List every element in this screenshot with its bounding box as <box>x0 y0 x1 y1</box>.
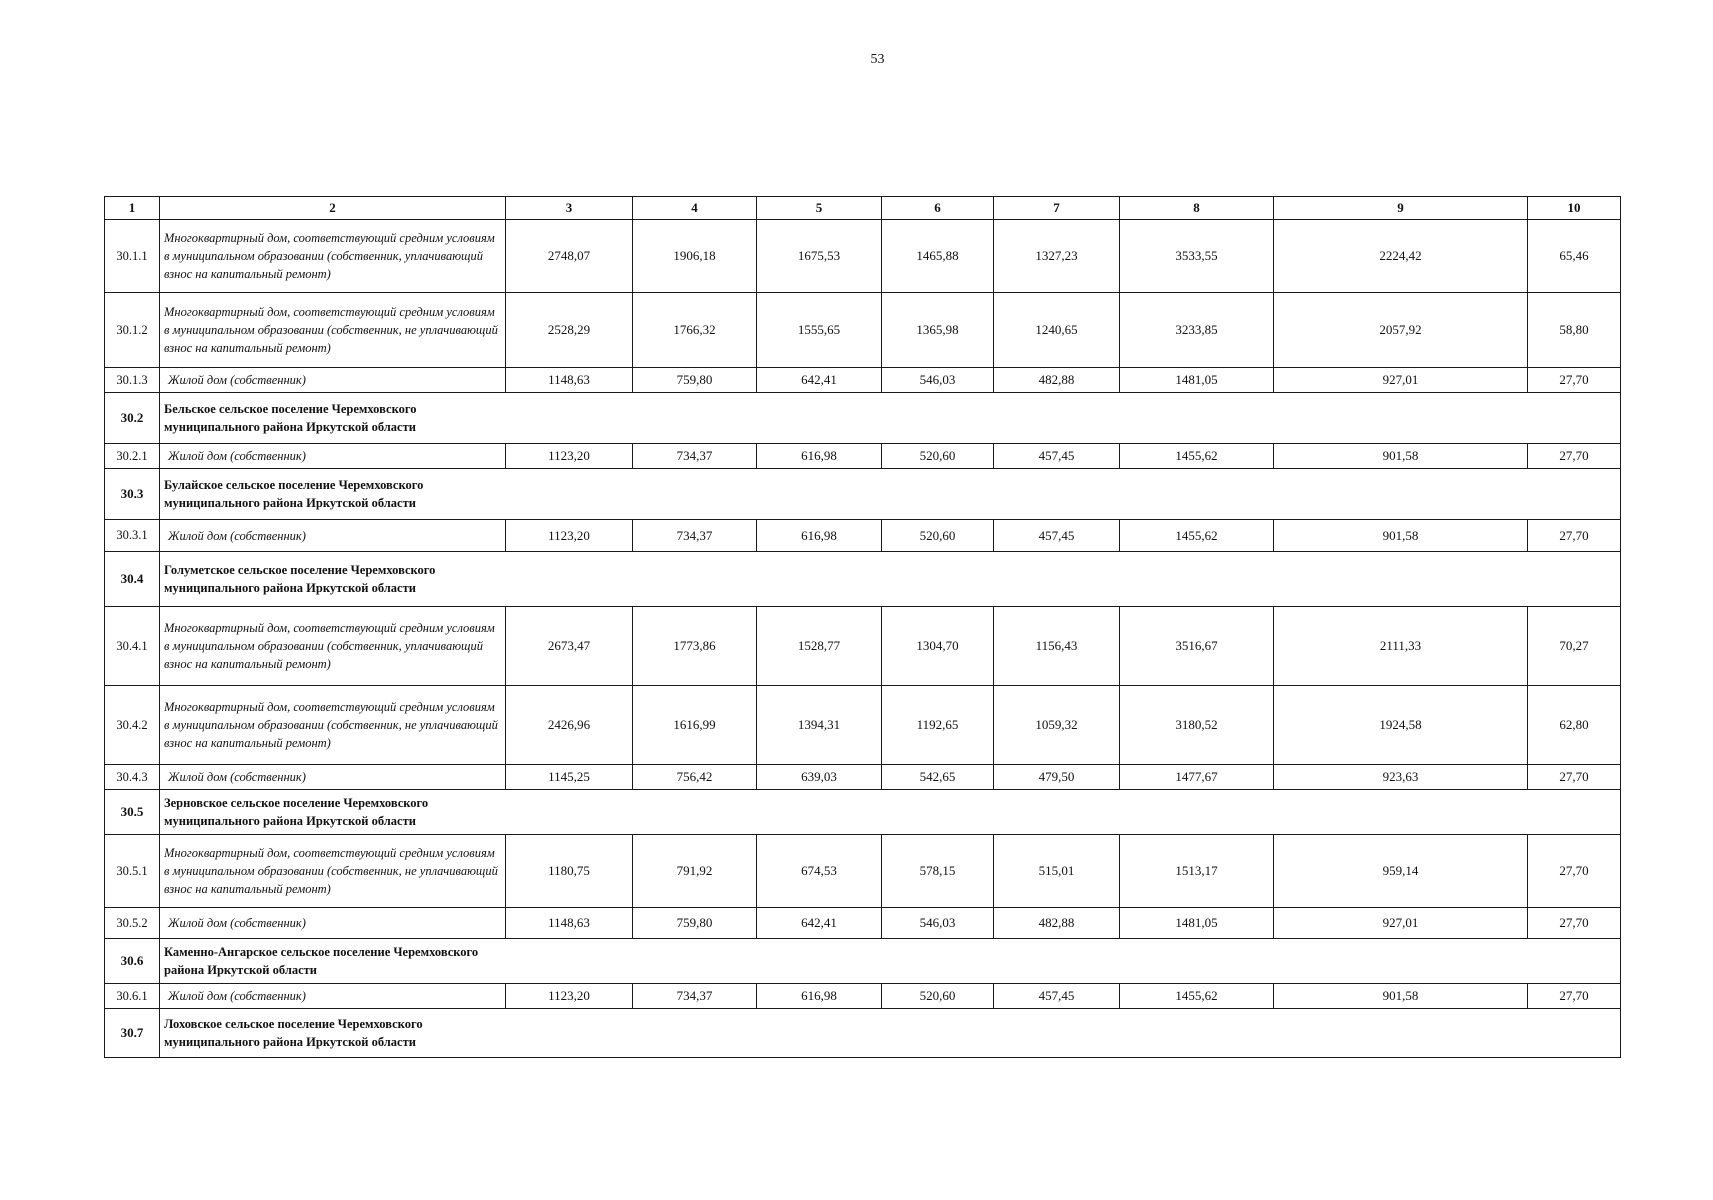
column-number: 10 <box>1528 197 1621 220</box>
cell-value: 1513,17 <box>1120 835 1274 908</box>
cell-value: 1148,63 <box>506 368 633 393</box>
cell-value: 2748,07 <box>506 220 633 293</box>
table-row <box>105 686 1621 765</box>
cell-value: 58,80 <box>1528 293 1621 368</box>
cell-value: 616,98 <box>757 444 882 469</box>
cell-value: 1156,43 <box>994 607 1120 686</box>
cell-value: 1616,99 <box>633 686 757 765</box>
cell-value: 901,58 <box>1274 984 1528 1009</box>
group-code: 30.5 <box>105 790 160 835</box>
row-code: 30.1.3 <box>105 368 160 393</box>
cell-value: 1240,65 <box>994 293 1120 368</box>
group-title <box>160 790 1621 835</box>
cell-value: 520,60 <box>882 444 994 469</box>
row-description: Жилой дом (собственник) <box>160 908 506 939</box>
group-title <box>160 469 1621 520</box>
cell-value: 3533,55 <box>1120 220 1274 293</box>
cell-value: 70,27 <box>1528 607 1621 686</box>
group-title-text: Лоховское сельское поселение Черемховского муниципального района Иркутской области <box>164 1017 423 1049</box>
cell-value: 1528,77 <box>757 607 882 686</box>
cell-value: 923,63 <box>1274 765 1528 790</box>
table-row <box>105 908 1621 939</box>
row-code: 30.4.3 <box>105 765 160 790</box>
group-code: 30.7 <box>105 1009 160 1058</box>
cell-value: 901,58 <box>1274 520 1528 552</box>
table-row <box>105 520 1621 552</box>
cell-value: 482,88 <box>994 368 1120 393</box>
row-code: 30.5.2 <box>105 908 160 939</box>
row-description: Многоквартирный дом, соответствующий средним условиям в муниципальном образовании (собственник, уплачивающий взнос на капитальный ремонт) <box>160 607 506 686</box>
cell-value: 1555,65 <box>757 293 882 368</box>
cell-value: 1924,58 <box>1274 686 1528 765</box>
cell-value: 1481,05 <box>1120 908 1274 939</box>
cell-value: 27,70 <box>1528 444 1621 469</box>
column-number: 1 <box>105 197 160 220</box>
cell-value: 1465,88 <box>882 220 994 293</box>
cell-value: 27,70 <box>1528 368 1621 393</box>
cell-value: 546,03 <box>882 908 994 939</box>
cell-value: 927,01 <box>1274 908 1528 939</box>
row-description: Многоквартирный дом, соответствующий средним условиям в муниципальном образовании (собственник, не уплачивающий взнос на капитальный ремонт) <box>160 293 506 368</box>
cell-value: 457,45 <box>994 984 1120 1009</box>
cell-value: 759,80 <box>633 908 757 939</box>
cell-value: 756,42 <box>633 765 757 790</box>
table-row <box>105 293 1621 368</box>
cell-value: 546,03 <box>882 368 994 393</box>
cell-value: 27,70 <box>1528 835 1621 908</box>
group-row <box>105 1009 1621 1058</box>
group-title-text: Каменно-Ангарское сельское поселение Черемховского района Иркутской области <box>164 945 479 977</box>
cell-value: 1394,31 <box>757 686 882 765</box>
cell-value: 482,88 <box>994 908 1120 939</box>
row-description: Жилой дом (собственник) <box>160 520 506 552</box>
group-title <box>160 393 1621 444</box>
cell-value: 520,60 <box>882 520 994 552</box>
cell-value: 1192,65 <box>882 686 994 765</box>
table-row <box>105 765 1621 790</box>
cell-value: 1455,62 <box>1120 520 1274 552</box>
cell-value: 515,01 <box>994 835 1120 908</box>
row-code: 30.5.1 <box>105 835 160 908</box>
column-number: 7 <box>994 197 1120 220</box>
row-code: 30.6.1 <box>105 984 160 1009</box>
group-row <box>105 790 1621 835</box>
cell-value: 27,70 <box>1528 765 1621 790</box>
cell-value: 1766,32 <box>633 293 757 368</box>
column-number: 3 <box>506 197 633 220</box>
group-title-text: Булайское сельское поселение Черемховского муниципального района Иркутской области <box>164 478 424 510</box>
cell-value: 3180,52 <box>1120 686 1274 765</box>
cell-value: 1059,32 <box>994 686 1120 765</box>
column-number: 8 <box>1120 197 1274 220</box>
group-row <box>105 469 1621 520</box>
cell-value: 1455,62 <box>1120 984 1274 1009</box>
cell-value: 2057,92 <box>1274 293 1528 368</box>
cell-value: 542,65 <box>882 765 994 790</box>
tariff-table <box>104 196 1621 1058</box>
group-title-text: Бельское сельское поселение Черемховского муниципального района Иркутской области <box>164 402 417 434</box>
cell-value: 27,70 <box>1528 984 1621 1009</box>
cell-value: 1327,23 <box>994 220 1120 293</box>
cell-value: 62,80 <box>1528 686 1621 765</box>
cell-value: 734,37 <box>633 444 757 469</box>
cell-value: 927,01 <box>1274 368 1528 393</box>
group-code: 30.4 <box>105 552 160 607</box>
cell-value: 734,37 <box>633 520 757 552</box>
cell-value: 27,70 <box>1528 908 1621 939</box>
cell-value: 616,98 <box>757 984 882 1009</box>
row-description: Жилой дом (собственник) <box>160 368 506 393</box>
column-number: 6 <box>882 197 994 220</box>
group-code: 30.3 <box>105 469 160 520</box>
cell-value: 479,50 <box>994 765 1120 790</box>
table-row <box>105 220 1621 293</box>
cell-value: 1180,75 <box>506 835 633 908</box>
group-title-text: Зерновское сельское поселение Черемховского муниципального района Иркутской области <box>164 796 429 828</box>
column-number: 5 <box>757 197 882 220</box>
cell-value: 734,37 <box>633 984 757 1009</box>
cell-value: 901,58 <box>1274 444 1528 469</box>
cell-value: 791,92 <box>633 835 757 908</box>
table-row <box>105 607 1621 686</box>
cell-value: 1365,98 <box>882 293 994 368</box>
row-description: Жилой дом (собственник) <box>160 444 506 469</box>
cell-value: 1123,20 <box>506 520 633 552</box>
cell-value: 1477,67 <box>1120 765 1274 790</box>
cell-value: 674,53 <box>757 835 882 908</box>
cell-value: 959,14 <box>1274 835 1528 908</box>
table-row <box>105 835 1621 908</box>
cell-value: 2224,42 <box>1274 220 1528 293</box>
cell-value: 2673,47 <box>506 607 633 686</box>
row-code: 30.1.1 <box>105 220 160 293</box>
group-row <box>105 552 1621 607</box>
cell-value: 457,45 <box>994 444 1120 469</box>
group-code: 30.6 <box>105 939 160 984</box>
cell-value: 2426,96 <box>506 686 633 765</box>
cell-value: 3516,67 <box>1120 607 1274 686</box>
cell-value: 616,98 <box>757 520 882 552</box>
cell-value: 642,41 <box>757 908 882 939</box>
cell-value: 3233,85 <box>1120 293 1274 368</box>
row-code: 30.4.2 <box>105 686 160 765</box>
cell-value: 578,15 <box>882 835 994 908</box>
cell-value: 1148,63 <box>506 908 633 939</box>
row-description: Многоквартирный дом, соответствующий средним условиям в муниципальном образовании (собственник, не уплачивающий взнос на капитальный ремонт) <box>160 686 506 765</box>
cell-value: 65,46 <box>1528 220 1621 293</box>
group-title-text: Голуметское сельское поселение Черемховского муниципального района Иркутской области <box>164 563 436 595</box>
cell-value: 1145,25 <box>506 765 633 790</box>
row-code: 30.4.1 <box>105 607 160 686</box>
row-code: 30.3.1 <box>105 520 160 552</box>
column-number: 2 <box>160 197 506 220</box>
cell-value: 1455,62 <box>1120 444 1274 469</box>
group-row <box>105 939 1621 984</box>
page-number: 53 <box>870 52 885 67</box>
group-title <box>160 939 1621 984</box>
group-title <box>160 552 1621 607</box>
cell-value: 1906,18 <box>633 220 757 293</box>
row-code: 30.1.2 <box>105 293 160 368</box>
group-row <box>105 393 1621 444</box>
row-description: Жилой дом (собственник) <box>160 984 506 1009</box>
cell-value: 27,70 <box>1528 520 1621 552</box>
row-description: Многоквартирный дом, соответствующий средним условиям в муниципальном образовании (собственник, уплачивающий взнос на капитальный ремонт) <box>160 220 506 293</box>
table-row <box>105 984 1621 1009</box>
column-number: 9 <box>1274 197 1528 220</box>
group-code: 30.2 <box>105 393 160 444</box>
cell-value: 1123,20 <box>506 444 633 469</box>
cell-value: 2111,33 <box>1274 607 1528 686</box>
cell-value: 1304,70 <box>882 607 994 686</box>
table-row <box>105 368 1621 393</box>
cell-value: 1123,20 <box>506 984 633 1009</box>
cell-value: 1481,05 <box>1120 368 1274 393</box>
row-description: Жилой дом (собственник) <box>160 765 506 790</box>
column-number-row <box>105 197 1621 220</box>
cell-value: 759,80 <box>633 368 757 393</box>
cell-value: 639,03 <box>757 765 882 790</box>
row-code: 30.2.1 <box>105 444 160 469</box>
column-number: 4 <box>633 197 757 220</box>
cell-value: 1773,86 <box>633 607 757 686</box>
cell-value: 1675,53 <box>757 220 882 293</box>
cell-value: 2528,29 <box>506 293 633 368</box>
cell-value: 457,45 <box>994 520 1120 552</box>
cell-value: 520,60 <box>882 984 994 1009</box>
cell-value: 642,41 <box>757 368 882 393</box>
table-row <box>105 444 1621 469</box>
group-title <box>160 1009 1621 1058</box>
row-description: Многоквартирный дом, соответствующий средним условиям в муниципальном образовании (собственник, не уплачивающий взнос на капитальный ремонт) <box>160 835 506 908</box>
